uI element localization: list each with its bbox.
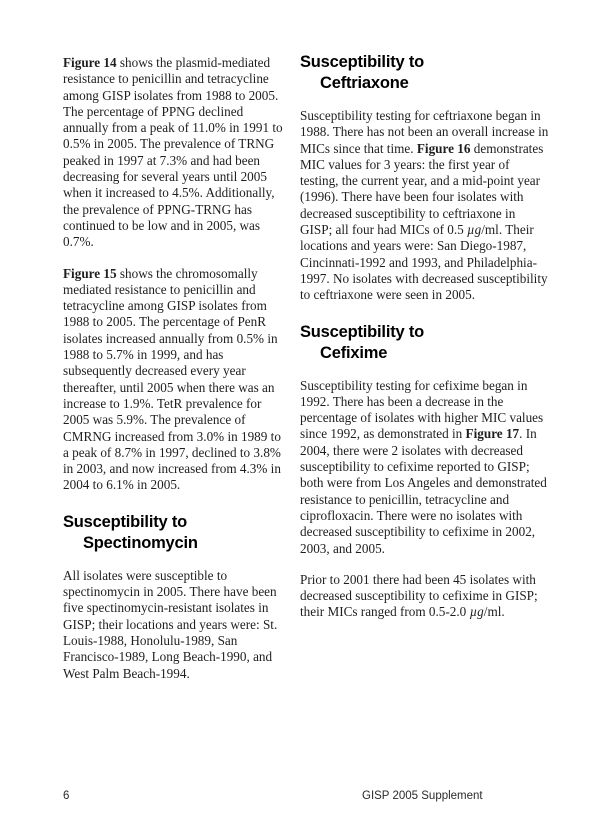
heading-susceptibility-cefixime [300,322,549,364]
heading-line-2: Cefixime [320,343,388,362]
heading-line-2: Ceftriaxone [320,74,409,92]
heading-line-1: Susceptibility to [63,512,188,531]
heading-line-1: Susceptibility to [300,53,425,71]
heading-susceptibility-ceftriaxone [300,52,549,94]
footer-supplement-label: GISP 2005 Supplement [362,790,483,802]
left-column [63,50,288,697]
paragraph-spectinomycin: All isolates were susceptible to spectinomycin in 2005. There have been five spectinomycin-resistant isolates in GISP; their locations and years were: St. Louis-1988, Honolulu-1989, San Francisco-1989, Long Beach-1990, and West Palm Beach-1994. [63,567,278,681]
heading-line-2: Spectinomycin [83,533,198,552]
paragraph-ceftriaxone: Susceptibility testing for ceftriaxone began in 1988. There has not been an overall increase in MICs since that time. Figure 16 demonstrates MIC values for 3 years: the first year of testing, the current year, and a mid-point year (1996). There have been four isolates with decreased susceptibility to ceftriaxone in GISP; all four had MICs of 0.5 µg/ml. Their locations and years were: San Diego-1987, Cincinnati-1992 and 1993, and Philadelphia-1997. No isolates with decreased susceptibility to ceftriaxone were seen in 2005. [300,108,549,303]
paragraph-prior-2001: Prior to 2001 there had been 45 isolates with decreased susceptibility to cefixime in GISP; their MICs ranged from 0.5-2.0 µg/ml. [300,571,538,620]
paragraph-figure-14: Figure 14 shows the plasmid-mediated resistance to penicillin and tetracycline among GISP isolates from 1988 to 2005. The percentage of PPNG declined annually from a peak of 11.0% in 1991 to 0.5% in 2005. The prevalence of TRNG peaked in 1997 at 7.3% and had been decreasing for several years until 2005 when it increased to 4.5%. Additionally, the prevalence of PPNG-TRNG has continued to be low and in 2005, was 0.7%. [63,55,283,250]
paragraph-figure-15: Figure 15 shows the chromosomally mediated resistance to penicillin and tetracycline among GISP isolates from 1988 to 2005. The percentage of PenR isolates increased annually from 0.5% in 1988 to 5.7% in 1999, and has subsequently decreased every year thereafter, until 2005 when there was an increase to 1.9%. TetR prevalence for 2005 was 5.9%. The prevalence of CMRNG increased from 3.0% in 1989 to a peak of 8.7% in 1997, declined to 3.8% in 2003, and now increased from 4.3% in 2004 to 6.1% in 2005. [63,265,281,493]
paragraph-cefixime: Susceptibility testing for cefixime began in 1992. There has been a decrease in the percentage of isolates with higher MIC values since 1992, as demonstrated in Figure 17. In 2004, there were 2 isolates with decreased susceptibility to cefixime reported to GISP; both were from Los Angeles and demonstrated resistance to penicillin, tetracycline and ciprofloxacin. There were no isolates with decreased susceptibility to cefixime in 2002, 2003, and 2005. [300,377,547,556]
heading-line-1: Susceptibility to [300,322,425,341]
right-column [300,50,549,636]
page-number: 6 [63,790,70,802]
heading-susceptibility-spectinomycin [63,512,288,554]
